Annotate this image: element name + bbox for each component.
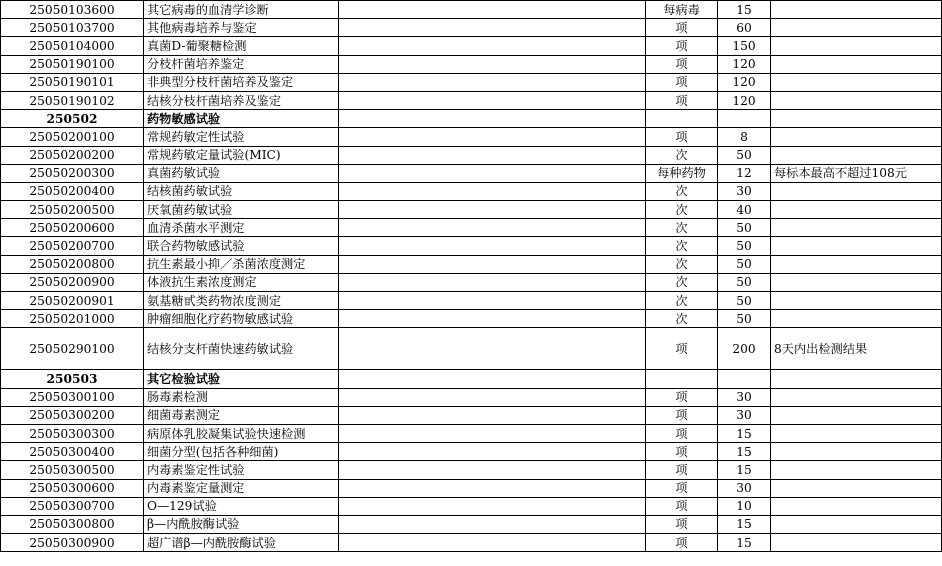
code-cell: 25050300400 xyxy=(1,443,144,461)
table-row xyxy=(1,406,942,424)
unit-cell: 次 xyxy=(646,237,718,255)
item-name-cell: 血清杀菌水平测定 xyxy=(144,219,339,237)
price-cell: 50 xyxy=(718,292,771,310)
code-cell: 25050300300 xyxy=(1,424,144,442)
category-row xyxy=(1,110,942,128)
code-cell: 25050200100 xyxy=(1,128,144,146)
code-cell: 25050200300 xyxy=(1,164,144,182)
item-name-cell: 细菌毒素测定 xyxy=(144,406,339,424)
content-cell xyxy=(339,370,646,388)
note-cell xyxy=(771,406,942,424)
note-cell xyxy=(771,55,942,73)
table-row xyxy=(1,310,942,328)
item-name-cell: 抗生素最小抑／杀菌浓度测定 xyxy=(144,255,339,273)
price-cell: 15 xyxy=(718,534,771,552)
code-cell: 25050200800 xyxy=(1,255,144,273)
price-cell: 50 xyxy=(718,146,771,164)
unit-cell: 项 xyxy=(646,37,718,55)
note-cell xyxy=(771,128,942,146)
content-cell xyxy=(339,406,646,424)
content-cell xyxy=(339,443,646,461)
code-cell: 25050200600 xyxy=(1,219,144,237)
content-cell xyxy=(339,461,646,479)
item-name-cell: 常规药敏定性试验 xyxy=(144,128,339,146)
unit-cell xyxy=(646,110,718,128)
table-row xyxy=(1,37,942,55)
unit-cell: 次 xyxy=(646,219,718,237)
note-cell xyxy=(771,310,942,328)
item-name-cell: 联合药物敏感试验 xyxy=(144,237,339,255)
unit-cell: 次 xyxy=(646,201,718,219)
table-row xyxy=(1,534,942,552)
item-name-cell: 真菌D-葡聚糖检测 xyxy=(144,37,339,55)
content-cell xyxy=(339,19,646,37)
unit-cell: 项 xyxy=(646,128,718,146)
content-cell xyxy=(339,497,646,515)
note-cell xyxy=(771,91,942,109)
price-cell: 15 xyxy=(718,1,771,19)
price-cell: 50 xyxy=(718,219,771,237)
price-cell: 50 xyxy=(718,237,771,255)
price-cell: 10 xyxy=(718,497,771,515)
content-cell xyxy=(339,328,646,370)
table-row xyxy=(1,91,942,109)
unit-cell: 项 xyxy=(646,73,718,91)
item-name-cell: 超广谱β—内酰胺酶试验 xyxy=(144,534,339,552)
item-name-cell: 氨基糖甙类药物浓度测定 xyxy=(144,292,339,310)
item-name-cell: 常规药敏定量试验(MIC) xyxy=(144,146,339,164)
code-cell: 25050190101 xyxy=(1,73,144,91)
content-cell xyxy=(339,1,646,19)
note-cell xyxy=(771,110,942,128)
content-cell xyxy=(339,479,646,497)
price-cell: 200 xyxy=(718,328,771,370)
item-name-cell: 结核分枝杆菌培养及鉴定 xyxy=(144,91,339,109)
item-name-cell: 肿瘤细胞化疗药物敏感试验 xyxy=(144,310,339,328)
content-cell xyxy=(339,37,646,55)
item-name-cell: 分枝杆菌培养鉴定 xyxy=(144,55,339,73)
table-row xyxy=(1,1,942,19)
content-cell xyxy=(339,146,646,164)
unit-cell: 次 xyxy=(646,255,718,273)
note-cell: 每标本最高不超过108元 xyxy=(771,164,942,182)
table-row xyxy=(1,388,942,406)
table-row xyxy=(1,146,942,164)
unit-cell: 项 xyxy=(646,479,718,497)
code-cell: 25050300100 xyxy=(1,388,144,406)
code-cell: 25050201000 xyxy=(1,310,144,328)
unit-cell: 项 xyxy=(646,443,718,461)
item-name-cell: 药物敏感试验 xyxy=(144,110,339,128)
content-cell xyxy=(339,388,646,406)
content-cell xyxy=(339,128,646,146)
table-row xyxy=(1,328,942,370)
price-cell: 30 xyxy=(718,388,771,406)
note-cell xyxy=(771,201,942,219)
code-cell: 25050200200 xyxy=(1,146,144,164)
table-row xyxy=(1,19,942,37)
unit-cell: 每种药物 xyxy=(646,164,718,182)
price-cell: 50 xyxy=(718,310,771,328)
content-cell xyxy=(339,273,646,291)
table-row xyxy=(1,443,942,461)
table-row xyxy=(1,255,942,273)
code-cell: 25050200500 xyxy=(1,201,144,219)
table-row xyxy=(1,201,942,219)
item-name-cell: 内毒素鉴定性试验 xyxy=(144,461,339,479)
price-cell: 30 xyxy=(718,479,771,497)
note-cell: 8天内出检测结果 xyxy=(771,328,942,370)
item-name-cell: 非典型分枝杆菌培养及鉴定 xyxy=(144,73,339,91)
price-cell: 30 xyxy=(718,406,771,424)
unit-cell: 项 xyxy=(646,534,718,552)
table-row xyxy=(1,164,942,182)
code-cell: 25050200400 xyxy=(1,182,144,200)
code-cell: 25050190102 xyxy=(1,91,144,109)
code-cell: 25050103700 xyxy=(1,19,144,37)
content-cell xyxy=(339,110,646,128)
price-cell: 40 xyxy=(718,201,771,219)
code-cell: 25050103600 xyxy=(1,1,144,19)
note-cell xyxy=(771,219,942,237)
note-cell xyxy=(771,461,942,479)
unit-cell: 项 xyxy=(646,406,718,424)
note-cell xyxy=(771,515,942,533)
item-name-cell: 内毒素鉴定量测定 xyxy=(144,479,339,497)
table-row xyxy=(1,128,942,146)
content-cell xyxy=(339,55,646,73)
table-row xyxy=(1,237,942,255)
price-cell: 15 xyxy=(718,515,771,533)
unit-cell: 项 xyxy=(646,461,718,479)
note-cell xyxy=(771,497,942,515)
unit-cell: 项 xyxy=(646,515,718,533)
content-cell xyxy=(339,73,646,91)
price-cell: 15 xyxy=(718,461,771,479)
category-row xyxy=(1,370,942,388)
table-row xyxy=(1,219,942,237)
code-cell: 25050300200 xyxy=(1,406,144,424)
table-row xyxy=(1,461,942,479)
unit-cell: 每病毒 xyxy=(646,1,718,19)
table-row xyxy=(1,497,942,515)
code-cell: 25050300600 xyxy=(1,479,144,497)
note-cell xyxy=(771,255,942,273)
code-cell: 25050200900 xyxy=(1,273,144,291)
price-cell: 120 xyxy=(718,73,771,91)
price-cell xyxy=(718,110,771,128)
content-cell xyxy=(339,182,646,200)
unit-cell: 项 xyxy=(646,424,718,442)
content-cell xyxy=(339,292,646,310)
note-cell xyxy=(771,292,942,310)
item-name-cell: 体液抗生素浓度测定 xyxy=(144,273,339,291)
unit-cell: 次 xyxy=(646,273,718,291)
note-cell xyxy=(771,479,942,497)
price-cell: 8 xyxy=(718,128,771,146)
table-row xyxy=(1,479,942,497)
price-cell: 120 xyxy=(718,91,771,109)
code-cell: 25050190100 xyxy=(1,55,144,73)
note-cell xyxy=(771,424,942,442)
price-cell: 120 xyxy=(718,55,771,73)
code-cell: 250502 xyxy=(1,110,144,128)
content-cell xyxy=(339,219,646,237)
table-row xyxy=(1,73,942,91)
price-cell xyxy=(718,370,771,388)
note-cell xyxy=(771,73,942,91)
item-name-cell: 厌氧菌药敏试验 xyxy=(144,201,339,219)
item-name-cell: 其它病毒的血清学诊断 xyxy=(144,1,339,19)
unit-cell: 次 xyxy=(646,146,718,164)
price-cell: 150 xyxy=(718,37,771,55)
table-row xyxy=(1,424,942,442)
code-cell: 25050104000 xyxy=(1,37,144,55)
unit-cell: 项 xyxy=(646,91,718,109)
code-cell: 25050300700 xyxy=(1,497,144,515)
note-cell xyxy=(771,1,942,19)
note-cell xyxy=(771,443,942,461)
note-cell xyxy=(771,273,942,291)
item-name-cell: β—内酰胺酶试验 xyxy=(144,515,339,533)
code-cell: 25050300900 xyxy=(1,534,144,552)
note-cell xyxy=(771,370,942,388)
content-cell xyxy=(339,201,646,219)
code-cell: 25050200901 xyxy=(1,292,144,310)
unit-cell: 次 xyxy=(646,310,718,328)
unit-cell: 项 xyxy=(646,19,718,37)
unit-cell: 项 xyxy=(646,388,718,406)
unit-cell: 项 xyxy=(646,497,718,515)
note-cell xyxy=(771,37,942,55)
unit-cell: 次 xyxy=(646,292,718,310)
price-cell: 30 xyxy=(718,182,771,200)
item-name-cell: 其它检验试验 xyxy=(144,370,339,388)
item-name-cell: 真菌药敏试验 xyxy=(144,164,339,182)
unit-cell xyxy=(646,370,718,388)
note-cell xyxy=(771,146,942,164)
code-cell: 25050300800 xyxy=(1,515,144,533)
price-cell: 15 xyxy=(718,424,771,442)
unit-cell: 次 xyxy=(646,182,718,200)
code-cell: 25050200700 xyxy=(1,237,144,255)
content-cell xyxy=(339,91,646,109)
content-cell xyxy=(339,255,646,273)
unit-cell: 项 xyxy=(646,328,718,370)
item-name-cell: 细菌分型(包括各种细菌) xyxy=(144,443,339,461)
price-cell: 15 xyxy=(718,443,771,461)
content-cell xyxy=(339,515,646,533)
item-name-cell: 结核菌药敏试验 xyxy=(144,182,339,200)
content-cell xyxy=(339,424,646,442)
item-name-cell: 结核分支杆菌快速药敏试验 xyxy=(144,328,339,370)
code-cell: 250503 xyxy=(1,370,144,388)
note-cell xyxy=(771,19,942,37)
code-cell: 25050290100 xyxy=(1,328,144,370)
item-name-cell: 肠毒素检测 xyxy=(144,388,339,406)
item-name-cell: 病原体乳胶凝集试验快速检测 xyxy=(144,424,339,442)
price-cell: 60 xyxy=(718,19,771,37)
note-cell xyxy=(771,534,942,552)
content-cell xyxy=(339,534,646,552)
price-cell: 50 xyxy=(718,255,771,273)
price-cell: 50 xyxy=(718,273,771,291)
unit-cell: 项 xyxy=(646,55,718,73)
item-name-cell: 其他病毒培养与鉴定 xyxy=(144,19,339,37)
table-row xyxy=(1,292,942,310)
table-row xyxy=(1,55,942,73)
price-cell: 12 xyxy=(718,164,771,182)
note-cell xyxy=(771,182,942,200)
content-cell xyxy=(339,310,646,328)
table-row xyxy=(1,273,942,291)
item-name-cell: O—129试验 xyxy=(144,497,339,515)
table-body xyxy=(1,1,942,552)
note-cell xyxy=(771,237,942,255)
content-cell xyxy=(339,164,646,182)
code-cell: 25050300500 xyxy=(1,461,144,479)
content-cell xyxy=(339,237,646,255)
table-row xyxy=(1,515,942,533)
table-row xyxy=(1,182,942,200)
note-cell xyxy=(771,388,942,406)
